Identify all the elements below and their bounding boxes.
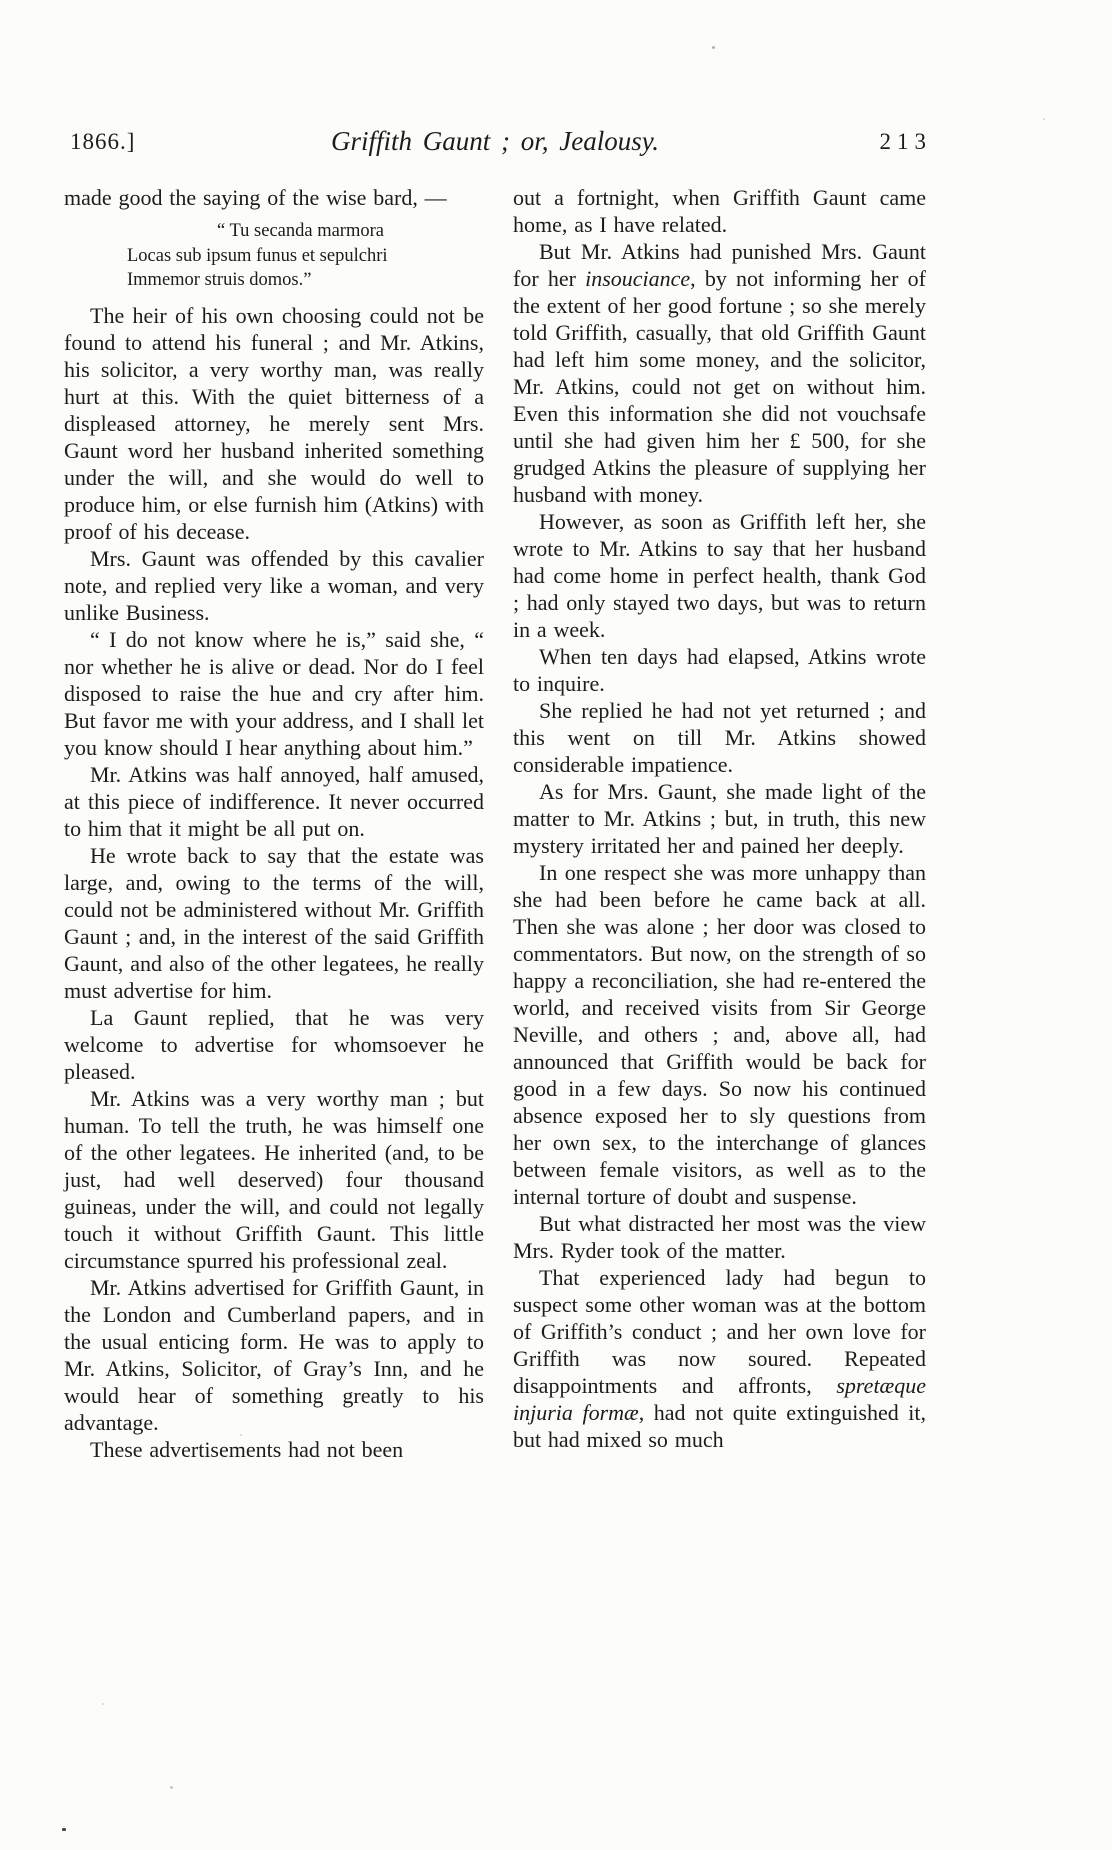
- latin-verse: [127, 219, 484, 293]
- paragraph: out a fortnight, when Griffith Gaunt came home, as I have related.: [513, 185, 926, 237]
- page-number: 213: [879, 129, 932, 154]
- text-columns: [64, 184, 926, 1463]
- paragraph: She replied he had not yet returned ; and this went on till Mr. Atkins showed considerable impatience.: [513, 698, 926, 777]
- running-title: Griffith Gaunt ; or, Jealousy.: [331, 126, 659, 156]
- paragraph: “ I do not know where he is,” said she, “ nor whether he is alive or dead. Nor do I feel disposed to raise the hue and cry after him. But favor me with your address, and I shall let you know should I hear anything about him.”: [64, 626, 485, 760]
- scan-speck: [1043, 118, 1045, 120]
- paragraph: The heir of his own choosing could not be found to attend his funeral ; and Mr. Atkins, his solicitor, a very worthy man, was really hurt at this. With the quiet bitterness of a displeased attorney, he merely sent Mrs. Gaunt word her husband inherited something under the will, and she would do well to produce him, or else furnish him (Atkins) with proof of his decease.: [64, 302, 484, 544]
- paragraph: In one respect she was more unhappy than she had been before he came back at all. Then she was alone ; her door was closed to commentators. But now, on the strength of so happy a reconciliation, she had re-entered the world, and received visits from Sir George Neville, and others ; and, above all, had announced that Griffith would be back for good in a few days. So now his continued absence exposed her to sly questions from her own sex, to the interchange of glances between female visitors, as well as to the internal torture of doubt and suspense.: [513, 860, 926, 1209]
- scan-speck: [102, 1703, 104, 1705]
- left-column: [64, 184, 484, 1463]
- paragraph: made good the saying of the wise bard, —: [64, 185, 447, 210]
- paragraph: That experienced lady had begun to suspect some other woman was at the bottom of Griffith’s conduct ; and her own love for Griffith was now soured. Repeated disappointments and affronts, spretæque injuria formæ, had not quite extinguished it, but had mixed so much: [513, 1265, 926, 1452]
- running-header: [64, 120, 932, 158]
- italic-phrase: spretæque injuria formæ: [513, 1373, 926, 1425]
- verse-line: Locas sub ipsum funus et sepulchri: [127, 245, 388, 266]
- scan-speck: [170, 1786, 173, 1789]
- right-column: [513, 184, 926, 1463]
- paragraph: Mrs. Gaunt was offended by this cavalier note, and replied very like a woman, and very unlike Business.: [64, 545, 484, 625]
- paragraph: La Gaunt replied, that he was very welcome to advertise for whomsoever he pleased.: [64, 1004, 484, 1084]
- paragraph: Mr. Atkins was a very worthy man ; but human. To tell the truth, he was himself one of the other legatees. He inherited (and, to be just, had well deserved) four thousand guineas, under the will, and could not legally touch it without Griffith Gaunt. This little circumstance spurred his professional zeal.: [64, 1085, 484, 1273]
- paragraph: When ten days had elapsed, Atkins wrote to inquire.: [513, 644, 926, 696]
- header-year: 1866.]: [70, 129, 136, 154]
- paragraph: As for Mrs. Gaunt, she made light of the matter to Mr. Atkins ; but, in truth, this new mystery irritated her and pained her deeply.: [513, 779, 926, 858]
- verse-line: Immemor struis domos.”: [127, 270, 312, 290]
- scan-speck: [712, 46, 715, 49]
- paragraph: Mr. Atkins was half annoyed, half amused, at this piece of indifference. It never occurred to him that it might be all put on.: [64, 761, 484, 841]
- verse-line: “ Tu secanda marmora: [217, 221, 384, 241]
- paragraph: He wrote back to say that the estate was large, and, owing to the terms of the will, could not be administered without Mr. Griffith Gaunt ; and, in the interest of the said Griffith Gaunt, and also of the other legatees, he really must advertise for him.: [64, 842, 484, 1003]
- paragraph: Mr. Atkins advertised for Griffith Gaunt, in the London and Cumberland papers, and in the usual enticing form. He was to apply to Mr. Atkins, Solicitor, of Gray’s Inn, and he would hear of something greatly to his advantage.: [64, 1274, 484, 1435]
- scan-speck: [62, 1828, 66, 1831]
- paragraph: These advertisements had not been: [90, 1436, 404, 1462]
- paragraph: But what distracted her most was the view Mrs. Ryder took of the matter.: [513, 1211, 926, 1263]
- scan-speck: [240, 1434, 242, 1436]
- paragraph: However, as soon as Griffith left her, she wrote to Mr. Atkins to say that her husband had come home in perfect health, thank God ; had only stayed two days, but was to return in a week.: [513, 509, 926, 642]
- paragraph: But Mr. Atkins had punished Mrs. Gaunt for her insouciance, by not informing her of the extent of her good fortune ; so she merely told Griffith, casually, that old Griffith Gaunt had left him some money, and the solicitor, Mr. Atkins, could not get on without him. Even this information she did not vouchsafe until she had given him her £ 500, for she grudged Atkins the pleasure of supplying her husband with money.: [513, 239, 926, 507]
- italic-phrase: insouciance: [585, 266, 691, 291]
